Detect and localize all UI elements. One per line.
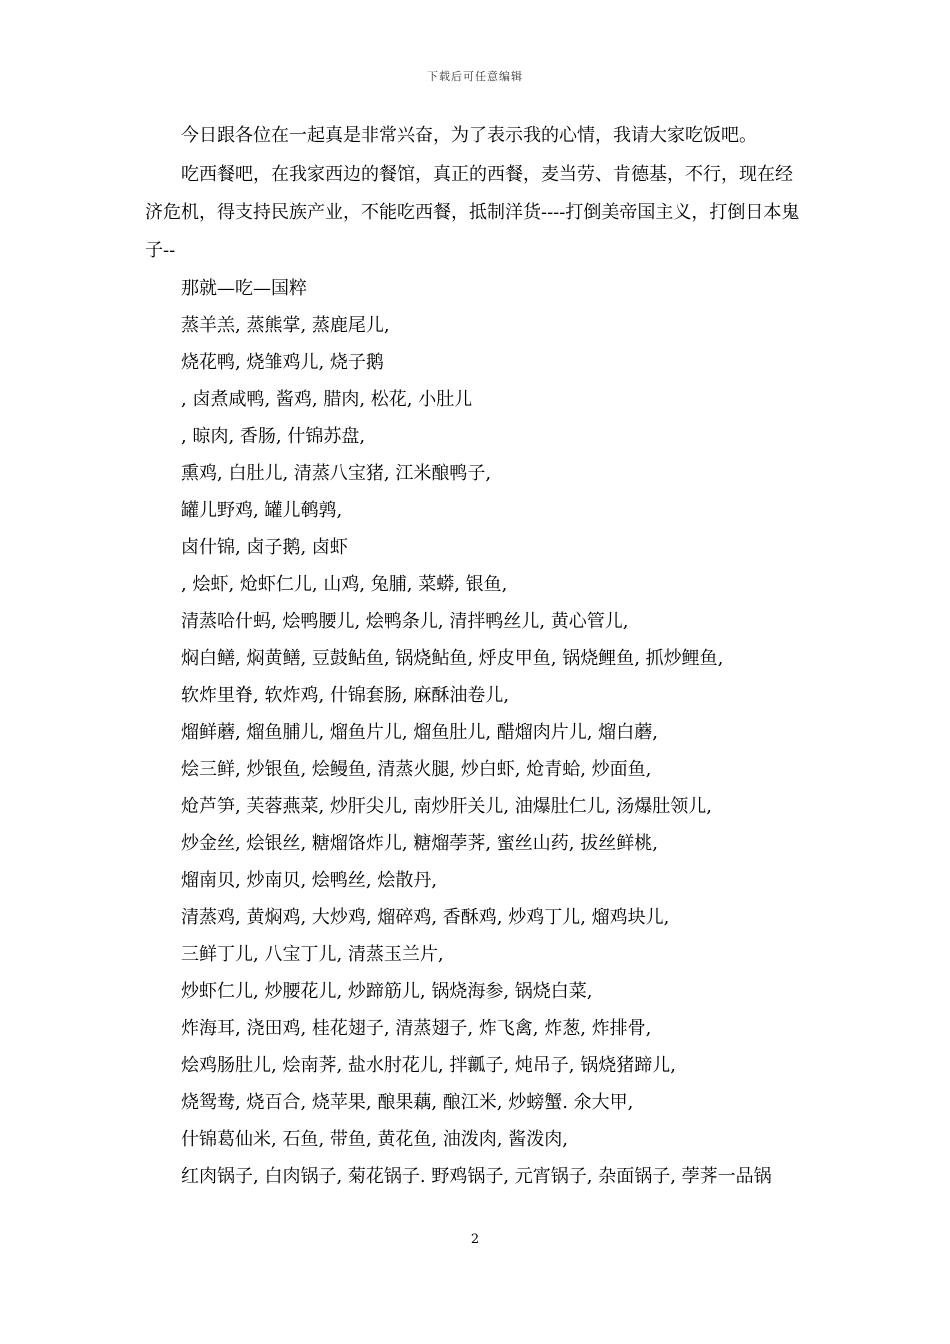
page-header: 下载后可任意编辑 <box>427 70 523 83</box>
document-body <box>145 120 810 1195</box>
dish-line: 清蒸鸡, 黄焖鸡, 大炒鸡, 熘碎鸡, 香酥鸡, 炒鸡丁儿, 熘鸡块儿, <box>181 907 670 928</box>
dish-line: 熘鲜蘑, 熘鱼脯儿, 熘鱼片儿, 熘鱼肚儿, 醋熘肉片儿, 熘白蘑, <box>181 722 658 743</box>
dish-line: 烩鸡肠肚儿, 烩南荠, 盐水肘花儿, 拌瓤子, 炖吊子, 锅烧猪蹄儿, <box>181 1055 676 1076</box>
paragraph-intro: 今日跟各位在一起真是非常兴奋，为了表示我的心情，我请大家吃饭吧。 <box>181 125 757 146</box>
dish-line: , 烩虾, 炝虾仁儿, 山鸡, 兔脯, 菜蟒, 银鱼, <box>181 574 508 595</box>
dish-line: 什锦葛仙米, 石鱼, 带鱼, 黄花鱼, 油泼肉, 酱泼肉, <box>181 1129 568 1150</box>
dish-line: 炒金丝, 烩银丝, 糖熘饹炸儿, 糖熘荸荠, 蜜丝山药, 拔丝鲜桃, <box>181 833 658 854</box>
paragraph-western-food: 吃西餐吧，在我家西边的餐馆，真正的西餐，麦当劳、肯德基，不行，现在经济危机，得支持民族产业，不能吃西餐，抵制洋货----打倒美帝国主义，打倒日本鬼子-- <box>145 164 800 261</box>
dish-line: 蒸羊羔, 蒸熊掌, 蒸鹿尾儿, <box>181 315 390 336</box>
dish-line: , 晾肉, 香肠, 什锦苏盘, <box>181 426 366 447</box>
dish-line: 三鲜丁儿, 八宝丁儿, 清蒸玉兰片, <box>181 944 444 965</box>
dish-line: 炸海耳, 浇田鸡, 桂花翅子, 清蒸翅子, 炸飞禽, 炸葱, 炸排骨, <box>181 1018 652 1039</box>
dish-line: 熘南贝, 炒南贝, 烩鸭丝, 烩散丹, <box>181 870 438 891</box>
dish-line: 罐儿野鸡, 罐儿鹌鹑, <box>181 500 343 521</box>
dish-line: 烩三鲜, 炒银鱼, 烩鳗鱼, 清蒸火腿, 炒白虾, 炝青蛤, 炒面鱼, <box>181 759 652 780</box>
dish-line: , 卤煮咸鸭, 酱鸡, 腊肉, 松花, 小肚儿 <box>181 389 473 410</box>
paragraph-guocui: 那就—吃—国粹 <box>181 278 307 299</box>
dish-line: 红肉锅子, 白肉锅子, 菊花锅子. 野鸡锅子, 元宵锅子, 杂面锅子, 荸荠一品锅 <box>181 1166 772 1187</box>
dish-line: 炒虾仁儿, 炒腰花儿, 炒蹄筋儿, 锅烧海参, 锅烧白菜, <box>181 981 593 1002</box>
dish-line: 焖白鳝, 焖黄鳝, 豆鼓鲇鱼, 锅烧鲇鱼, 烀皮甲鱼, 锅烧鲤鱼, 抓炒鲤鱼, <box>181 648 724 669</box>
dish-line: 烧鸳鸯, 烧百合, 烧苹果, 酿果藕, 酿江米, 炒螃蟹. 氽大甲, <box>181 1092 634 1113</box>
dish-line: 烧花鸭, 烧雏鸡儿, 烧子鹅 <box>181 352 384 373</box>
dish-line: 卤什锦, 卤子鹅, 卤虾 <box>181 537 348 558</box>
page-number: 2 <box>470 1232 480 1247</box>
dish-line: 炝芦笋, 芙蓉燕菜, 炒肝尖儿, 南炒肝关儿, 油爆肚仁儿, 汤爆肚领儿, <box>181 796 712 817</box>
dish-line: 熏鸡, 白肚儿, 清蒸八宝猪, 江米酿鸭子, <box>181 463 492 484</box>
dish-line: 软炸里脊, 软炸鸡, 什锦套肠, 麻酥油卷儿, <box>181 685 510 706</box>
dish-line: 清蒸哈什蚂, 烩鸭腰儿, 烩鸭条儿, 清拌鸭丝儿, 黄心管儿, <box>181 611 629 632</box>
